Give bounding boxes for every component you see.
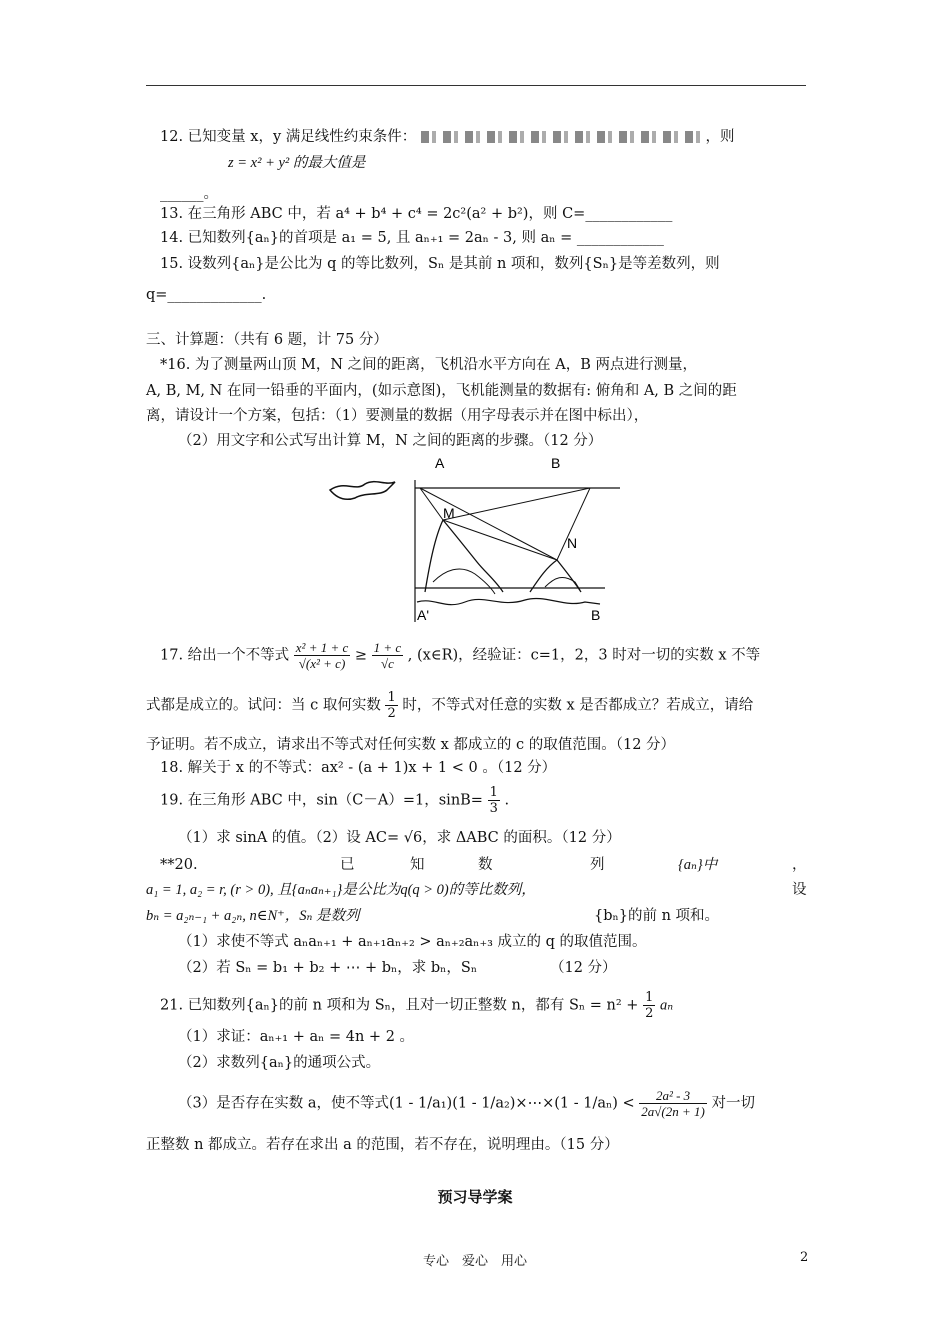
- q19-line1: [160, 785, 509, 816]
- q12-blank: ______。: [160, 186, 218, 202]
- q21-line3: [178, 1088, 755, 1119]
- q20-m: （2）若 Sₙ = b₁ + b₂ + ⋯ + bₙ，求 bₙ，Sₙ: [178, 960, 478, 976]
- q17-half: $\frac{1}{2}$: [387, 690, 396, 721]
- q18: 18. 解关于 x 的不等式：ax² - (a + 1)x + 1 < 0 。（12 分）: [160, 760, 557, 776]
- q20-f: {aₙ}中: [678, 857, 718, 873]
- q21-text: 21. 已知数列{aₙ}的前 n 项和为 Sₙ，且对一切正整数 n，都有 Sₙ = n² +: [160, 997, 639, 1014]
- q19-fraction: $\frac{1}{3}$: [489, 785, 498, 816]
- q20-j: bₙ = a₂ₙ₋₁ + a₂ₙ, n∈N⁺，Sₙ 是数列: [146, 908, 360, 924]
- q17-text-d: 时，不等式对任意的实数 x 是否都成立？若成立，请给: [402, 697, 754, 714]
- label-m: M: [443, 505, 455, 521]
- q21-c: （1）求证：aₙ₊₁ + aₙ = 4n + 2 。: [178, 1029, 415, 1045]
- q20-g: ，: [792, 857, 807, 873]
- q21-an: aₙ: [659, 997, 674, 1014]
- q21-i: 正整数 n 都成立。若存在求出 a 的范围，若不存在，说明理由。（15 分）: [146, 1137, 619, 1153]
- q17-text-c: 式都是成立的。试问：当 c 取何实数: [146, 697, 381, 714]
- q20-b: 已: [340, 857, 355, 873]
- mountain-m-inner: [433, 569, 495, 594]
- q17-right-fraction: $\frac{1 + c}{√c}$: [373, 640, 402, 671]
- sight-line-b-m: [443, 488, 590, 520]
- q21-text-e: （3）是否存在实数 a，使不等式(1 - 1/a₁)(1 - 1/a₂)×⋯×(1 - 1/aₙ) <: [178, 1095, 635, 1112]
- q20-d: 数: [478, 857, 493, 873]
- q15-a: 15. 设数列{aₙ}是公比为 q 的等比数列，Sₙ 是其前 n 项和，数列{Sₙ}是等差数列，则: [160, 256, 720, 272]
- page-number: 2: [800, 1250, 809, 1265]
- q20-k: {bₙ}的前 n 项和。: [594, 908, 720, 924]
- q20-e: 列: [590, 857, 605, 873]
- q21-half: $\frac{1}{2}$: [645, 990, 654, 1021]
- q17-tail: , (x∈R)，经验证：c=1，2，3 时对一切的实数 x 不等: [407, 647, 761, 664]
- q12-objective: z = x² + y² 的最大值是: [228, 155, 366, 171]
- q12-then: ，则: [705, 129, 735, 145]
- q21-d: （2）求数列{aₙ}的通项公式。: [178, 1055, 381, 1071]
- label-a: A: [435, 455, 445, 471]
- q16-b: A, B, M, N 在同一铅垂的平面内，(如示意图)，飞机能测量的数据有: 俯角和 A, B 之间的距: [146, 383, 737, 399]
- q12-text: 12. 已知变量 x，y 满足线性约束条件：: [160, 129, 417, 145]
- q21-text-h: 对一切: [711, 1095, 755, 1112]
- q17-intro: 17. 给出一个不等式: [160, 647, 290, 664]
- q19-text: 19. 在三角形 ABC 中，sin（C－A）=1，sinB=: [160, 792, 483, 809]
- q16-c: 离，请设计一个方案，包括：（1）要测量的数据（用字母表示并在图中标出），: [146, 408, 649, 424]
- q20-c: 知: [410, 857, 425, 873]
- q19-line2: （1）求 sinA 的值。（2）设 AC= √6，求 ΔABC 的面积。（12 分）: [178, 830, 621, 846]
- q21-line1: [160, 990, 673, 1021]
- mountain-m: [425, 520, 503, 592]
- plane-icon: [330, 482, 395, 500]
- q15-b: q=_____________.: [146, 287, 267, 303]
- page-footer: 专心 爱心 用心: [422, 1254, 527, 1269]
- section-title: 预习导学案: [437, 1188, 513, 1206]
- q17-line3: 予证明。若不成立，请求出不等式对任何实数 x 都成立的 c 的取值范围。（12 分）: [146, 737, 676, 753]
- q21-fraction: $\frac{\text{2a² - 3}}{2a√(2n + 1)}$: [641, 1088, 705, 1119]
- q20-h: a₁ = 1, a₂ = r, (r > 0), 且{aₙaₙ₊₁}是公比为q(q > 0)的等比数列，: [146, 882, 536, 898]
- label-n: N: [567, 535, 578, 551]
- q14: 14. 已知数列{aₙ}的首项是 a₁ = 5, 且 aₙ₊₁ = 2aₙ - 3, 则 aₙ = ____________: [160, 230, 664, 246]
- sight-line-a-m: [420, 488, 443, 520]
- q13: 13. 在三角形 ABC 中，若 a⁴ + b⁴ + c⁴ = 2c²(a² + b²)，则 C=____________: [160, 206, 673, 222]
- q17-ge: ≥: [354, 647, 368, 664]
- q12-line: [160, 127, 734, 147]
- ground-squiggle: [417, 598, 600, 604]
- section-3-heading: 三、计算题：（共有 6 题，计 75 分）: [146, 332, 388, 348]
- q16-d: （2）用文字和公式写出计算 M，N 之间的距离的步骤。（12 分）: [178, 433, 603, 449]
- q17-line1: [160, 640, 760, 671]
- q16-a: *16. 为了测量两山顶 M，N 之间的距离，飞机沿水平方向在 A，B 两点进行测量，: [160, 357, 698, 373]
- q20-o: （12 分）: [550, 960, 617, 976]
- sight-line-a-n: [420, 488, 557, 560]
- q20-l: （1）求使不等式 aₙaₙ₊₁ + aₙ₊₁aₙ₊₂ > aₙ₊₂aₙ₊₃ 成立的 q 的取值范围。: [178, 934, 647, 950]
- label-b: B: [551, 455, 561, 471]
- label-b-prime: B: [591, 607, 601, 623]
- constraint-image: [421, 131, 701, 143]
- q17-left-fraction: $\frac{\text{x² + 1 + c}}{\text{√(x² + c)}}$: [295, 640, 349, 671]
- q17-line2: [146, 690, 753, 721]
- mountain-n: [530, 560, 581, 592]
- q20-a: **20.: [160, 857, 198, 873]
- label-a-prime: A': [417, 607, 430, 623]
- mountain-diagram: [325, 452, 625, 627]
- q19-period: .: [504, 792, 510, 809]
- header-rule: [146, 85, 806, 86]
- q20-i: 设: [792, 882, 807, 898]
